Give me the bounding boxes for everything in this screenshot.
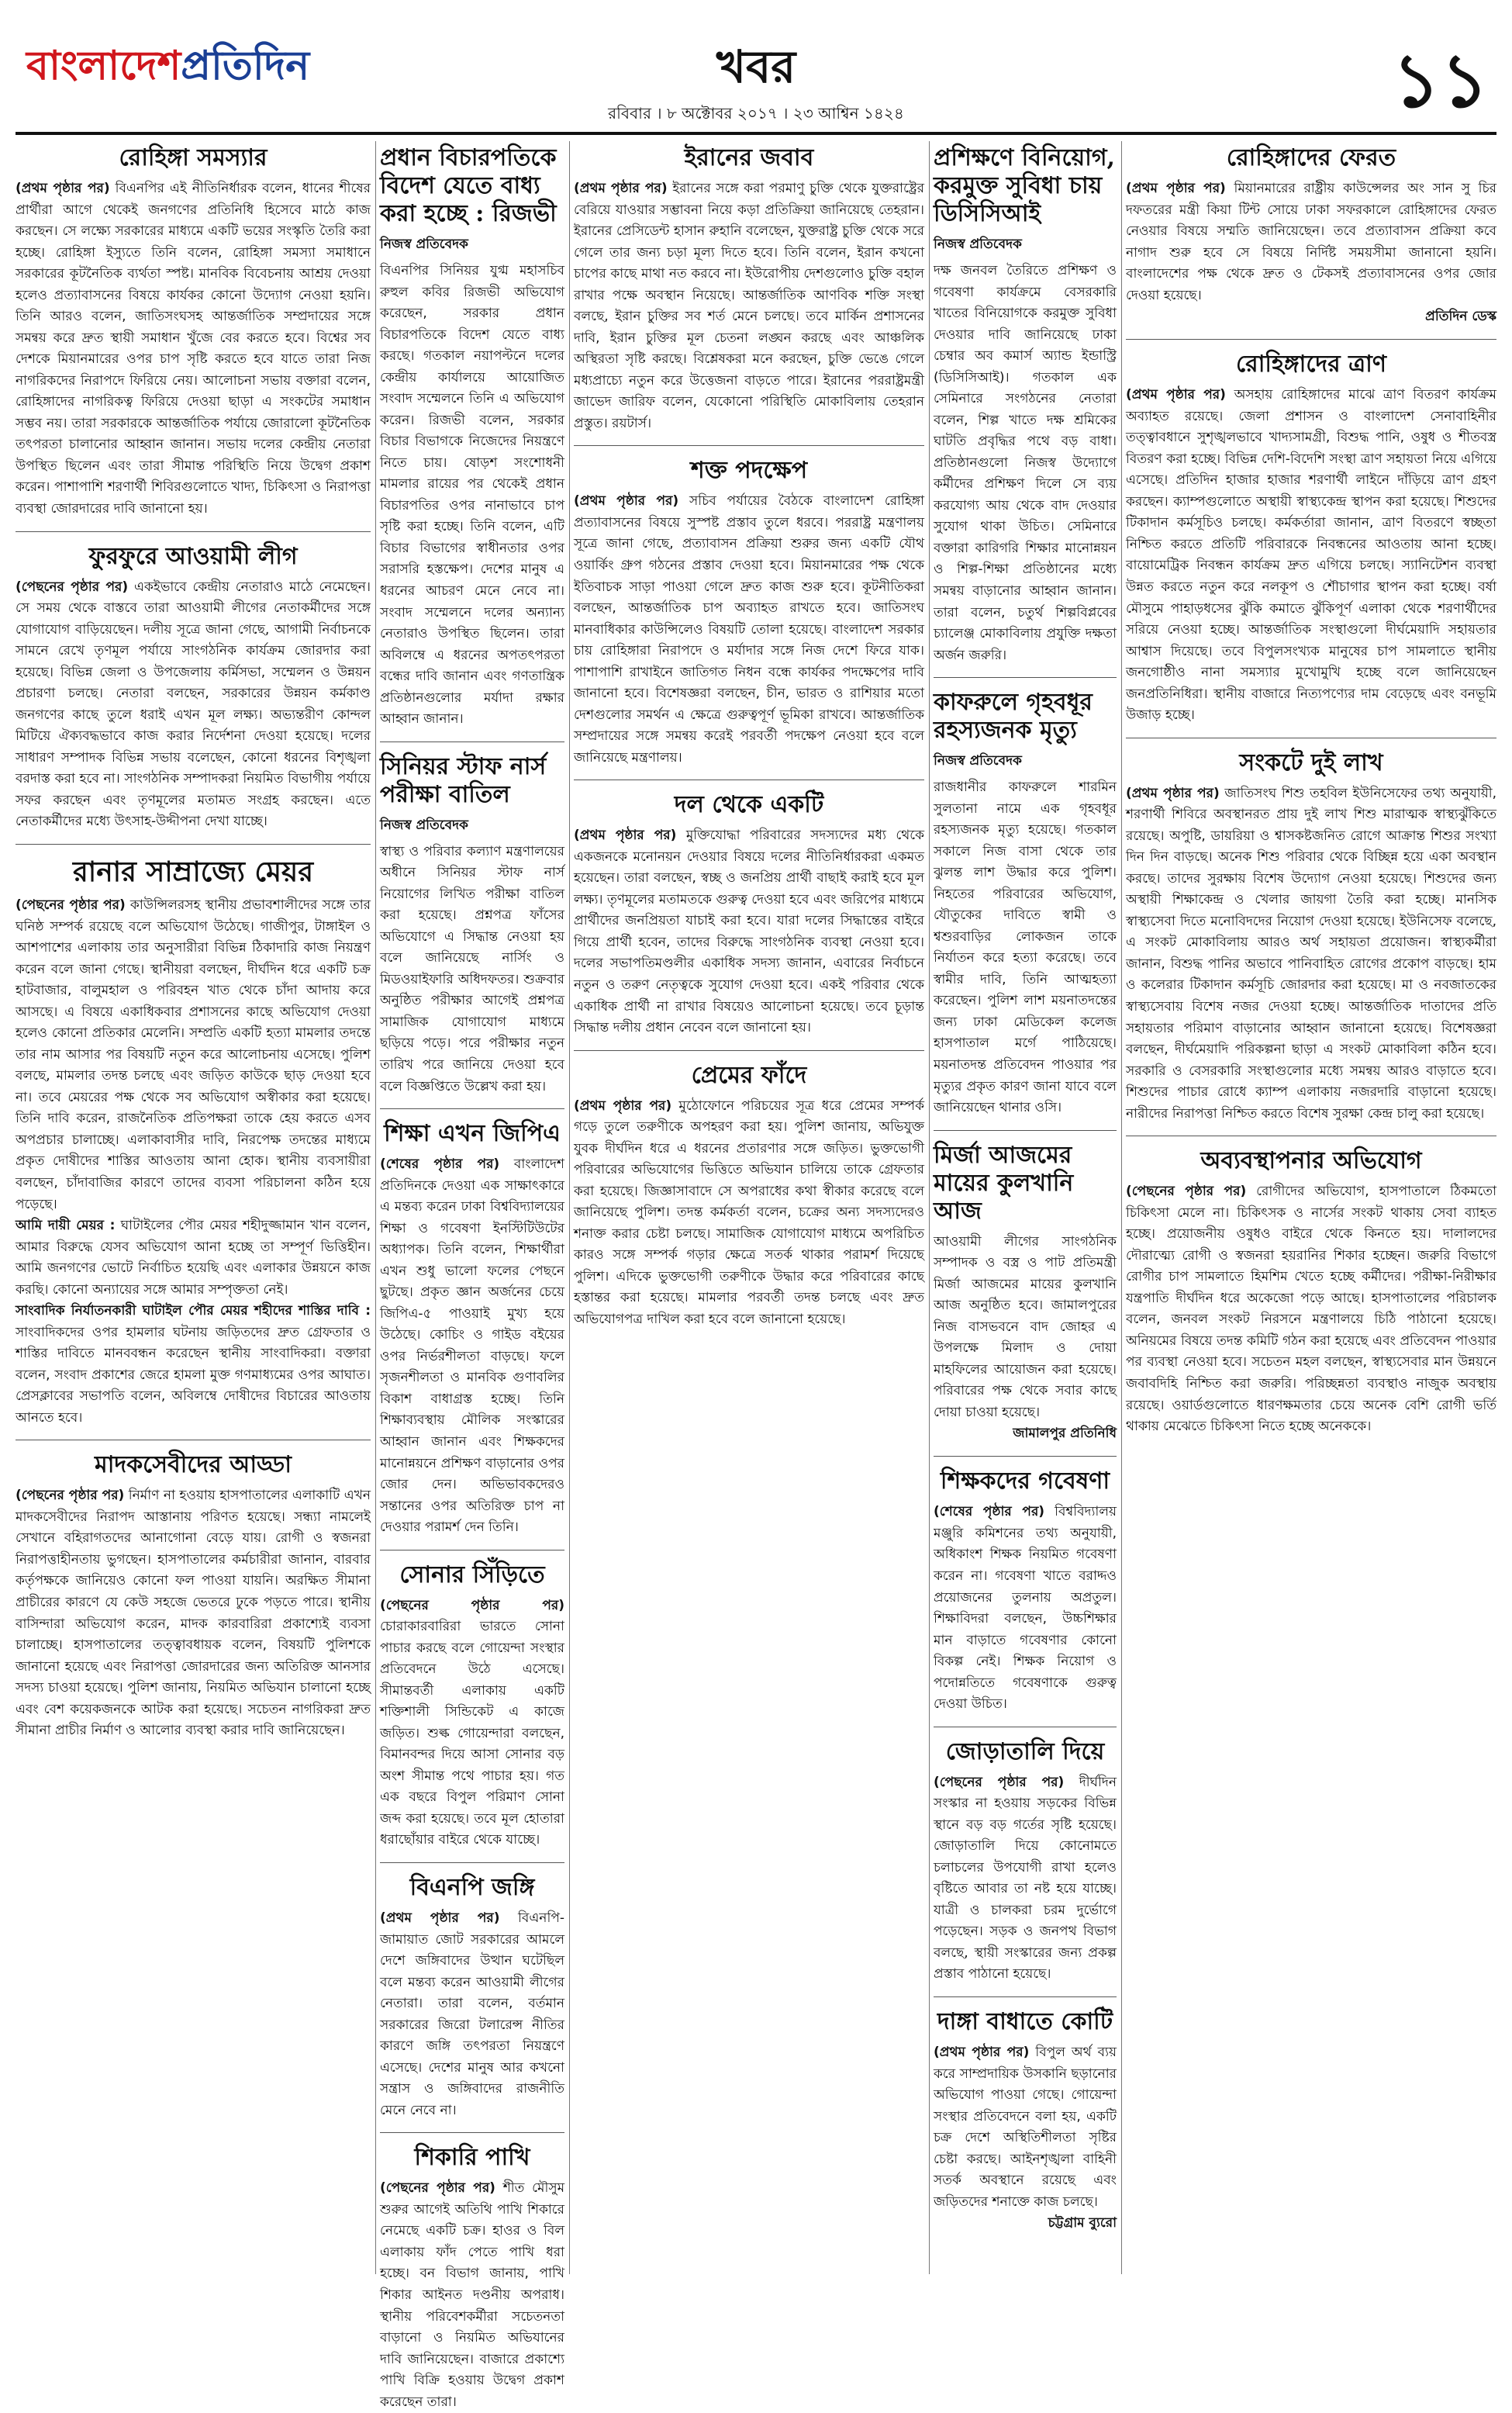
article-body: (পেছনের পৃষ্ঠার পর) কাউন্সিলরসহ স্থানীয় প্রভাবশালীদের সঙ্গে তার ঘনিষ্ঠ সম্পর্ক রয়েছে বলে অভিযোগ উঠেছে। গাজীপুর, টাঙ্গাইল ও আশপাশের এলাকায় তার অনুসারীরা বিভিন্ন ঠিকাদারি কাজ নিয়ন্ত্রণ করেন বলে জানা গেছে। স্থানীয়রা বলছেন, দীর্ঘদিন ধরে একটি চক্র হাটবাজার, বালুমহাল ও পরিবহন খাত থেকে চাঁদা আদায় করে আসছে। এ বিষয়ে একাধিকবার প্রশাসনের কাছে অভিযোগ দেওয়া হলেও কোনো প্রতিকার মেলেনি। সম্প্রতি একটি হত্যা মামলার তদন্তে তার নাম আসার পর বিষয়টি নতুন করে আলোচনায় এসেছে। পুলিশ বলছে, মামলার তদন্ত চলছে এবং জড়িত কাউকে ছাড় দেওয়া হবে না। তবে মেয়রের পক্ষ থেকে সব অভিযোগ অস্বীকার করা হয়েছে। তিনি দাবি করেন, রাজনৈতিক প্রতিপক্ষরা তাকে হেয় করতে এসব অপপ্রচার চালাচ্ছে। এলাকাবাসীর দাবি, নিরপেক্ষ তদন্তের মাধ্যমে প্রকৃত দোষীদের শাস্তির আওতায় আনা হোক। স্থানীয় ব্যবসায়ীরা বলছেন, চাঁদাবাজির কারণে তাদের ব্যবসা পরিচালনা কঠিন হয়ে পড়েছে। [16,897,371,1212]
article-obbebosthapona [1126,1136,1496,1437]
article-mirza-azam [934,1130,1117,1446]
article-headline: প্রেমের ফাঁদে [691,1061,807,1089]
article-body: (পেছনের পৃষ্ঠার পর) শীত মৌসুম শুরুর আগেই অতিথি পাখি শিকারে নেমেছে একটি চক্র। হাওর ও বিল এলাকায় ফাঁদ পেতে পাখি ধরা হচ্ছে। বন বিভাগ জানায়, পাখি শিকার আইনত দণ্ডনীয় অপরাধ। স্থানীয় পরিবেশকর্মীরা সচেতনতা বাড়ানো ও নিয়মিত অভিযানের দাবি জানিয়েছেন। বাজারে প্রকাশ্যে পাখি বিক্রি হওয়ায় উদ্বেগ প্রকাশ করেছেন তারা। [380,2180,565,2410]
article-body: (প্রথম পৃষ্ঠার পর) ইরানের সঙ্গে করা পরমাণু চুক্তি থেকে যুক্তরাষ্ট্রের বেরিয়ে যাওয়ার সম্ভাবনা নিয়ে কড়া প্রতিক্রিয়া জানিয়েছে তেহরান। ইরানের প্রেসিডেন্ট হাসান রুহানি বলেছেন, যুক্তরাষ্ট্র চুক্তি থেকে সরে গেলে তার জন্য চড়া মূল্য দিতে হবে। তিনি বলেন, ইরান কখনো চাপের কাছে মাথা নত করবে না। ইউরোপীয় দেশগুলোও চুক্তি বহাল রাখার পক্ষে অবস্থান নিয়েছে। আন্তর্জাতিক আণবিক শক্তি সংস্থা বলছে, ইরান চুক্তির সব শর্ত মেনে চলছে। তবে মার্কিন প্রশাসনের দাবি, ইরান চুক্তির মূল চেতনা লঙ্ঘন করছে এবং আঞ্চলিক অস্থিরতা সৃষ্টি করছে। বিশ্লেষকরা মনে করছেন, চুক্তি ভেঙে গেলে মধ্যপ্রাচ্যে নতুন করে উত্তেজনা বাড়তে পারে। ইরানের পররাষ্ট্রমন্ত্রী জাভেদ জারিফ বলেন, যেকোনো পরিস্থিতি মোকাবিলায় তেহরান প্রস্তুত। রয়টার্স। [574,181,924,431]
article-joratali [934,1727,1117,1986]
article-bnp-jongi [380,1862,564,2121]
article-body: (শেষের পৃষ্ঠার পর) বাংলাদেশ প্রতিদিনকে দেওয়া এক সাক্ষাৎকারে এ মন্তব্য করেন ঢাকা বিশ্ববিদ্যালয়ের শিক্ষা ও গবেষণা ইনস্টিটিউটের অধ্যাপক। তিনি বলেন, শিক্ষার্থীরা এখন শুধু ভালো ফলের পেছনে ছুটছে। প্রকৃত জ্ঞান অর্জনের চেয়ে জিপিএ-৫ পাওয়াই মুখ্য হয়ে উঠেছে। কোচিং ও গাইড বইয়ের ওপর নির্ভরশীলতা বাড়ছে। ফলে সৃজনশীলতা ও মানবিক গুণাবলির বিকাশ বাধাগ্রস্ত হচ্ছে। তিনি শিক্ষাব্যবস্থায় মৌলিক সংস্কারের আহ্বান জানান এবং শিক্ষকদের মানোন্নয়নে প্রশিক্ষণ বাড়ানোর ওপর জোর দেন। অভিভাবকদেরও সন্তানের ওপর অতিরিক্ত চাপ না দেওয়ার পরামর্শ দেন তিনি। [380,1156,564,1536]
article-body: দক্ষ জনবল তৈরিতে প্রশিক্ষণ ও গবেষণা কার্যক্রমে বেসরকারি খাতের বিনিয়োগকে করমুক্ত সুবিধা দেওয়ার দাবি জানিয়েছে ঢাকা চেম্বার অব কমার্স অ্যান্ড ইন্ডাস্ট্রি (ডিসিসিআই)। গতকাল এক সেমিনারে সংগঠনের নেতারা বলেন, শিল্প খাতে দক্ষ শ্রমিকের ঘাটতি প্রবৃদ্ধির পথে বড় বাধা। প্রতিষ্ঠানগুলো নিজস্ব উদ্যোগে কর্মীদের প্রশিক্ষণ দিলে সে ব্যয় করযোগ্য আয় থেকে বাদ দেওয়ার সুযোগ থাকা উচিত। সেমিনারে বক্তারা কারিগরি শিক্ষার মানোন্নয়ন ও শিল্প-শিক্ষা প্রতিষ্ঠানের মধ্যে সমন্বয় বাড়ানোর আহ্বান জানান। তারা বলেন, চতুর্থ শিল্পবিপ্লবের চ্যালেঞ্জ মোকাবিলায় প্রযুক্তি দক্ষতা অর্জন জরুরি। [934,263,1117,663]
article-sonkote-dui-lakh [1126,738,1496,1125]
article-shikkhoder-gobeshona [934,1456,1117,1715]
article-body: (পেছনের পৃষ্ঠার পর) নির্মাণ না হওয়ায় হাসপাতালের এলাকাটি এখন মাদকসেবীদের নিরাপদ আস্তানায় পরিণত হয়েছে। সন্ধ্যা নামলেই সেখানে বহিরাগতদের আনাগোনা বেড়ে যায়। রোগী ও স্বজনরা নিরাপত্তাহীনতায় ভুগছেন। হাসপাতালের কর্মচারীরা জানান, বারবার কর্তৃপক্ষকে জানিয়েও কোনো ফল পাওয়া যায়নি। অরক্ষিত সীমানা প্রাচীরের কারণে যে কেউ সহজে ভেতরে ঢুকে পড়তে পারে। স্থানীয় বাসিন্দারা অভিযোগ করেন, মাদক কারবারিরা প্রকাশ্যেই ব্যবসা চালাচ্ছে। হাসপাতালের তত্ত্বাবধায়ক বলেন, বিষয়টি পুলিশকে জানানো হয়েছে এবং নিরাপত্তা জোরদারের জন্য অতিরিক্ত আনসার সদস্য চাওয়া হয়েছে। পুলিশ জানায়, নিয়মিত অভিযান চালানো হচ্ছে এবং বেশ কয়েকজনকে আটক করা হয়েছে। সচেতন নাগরিকরা দ্রুত সীমানা প্রাচীর নির্মাণ ও আলোর ব্যবস্থা করার দাবি জানিয়েছেন। [16,1488,371,1739]
article-body: (শেষের পৃষ্ঠার পর) বিশ্ববিদ্যালয় মঞ্জুরি কমিশনের তথ্য অনুযায়ী, অধিকাংশ শিক্ষক নিয়মিত গবেষণা করেন না। গবেষণা খাতে বরাদ্দও প্রয়োজনের তুলনায় অপ্রতুল। শিক্ষাবিদরা বলছেন, উচ্চশিক্ষার মান বাড়াতে গবেষণার কোনো বিকল্প নেই। শিক্ষক নিয়োগ ও পদোন্নতিতে গবেষণাকে গুরুত্ব দেওয়া উচিত। [934,1504,1117,1713]
article-headline: সিনিয়র স্টাফ নার্স পরীক্ষা বাতিল [380,752,547,808]
column-2 [380,141,565,2410]
article-byline: নিজস্ব প্রতিবেদক [934,753,1022,769]
article-sonar-sidhi [380,1550,564,1851]
article-premer-fande [574,1050,924,1331]
article-shokto-polkkhep [574,445,924,769]
column-1 [16,141,371,2278]
article-rohingyader-tran [1126,339,1496,727]
article-ranar-samrajya [16,844,371,1429]
article-headline: বিএনপি জঙ্গি [409,1874,535,1901]
column-divider [569,141,570,2274]
article-headline: অব্যবস্থাপনার অভিযোগ [1200,1147,1422,1175]
article-headline: রোহিঙ্গাদের ফেরত [1226,144,1396,171]
article-body: (পেছনের পৃষ্ঠার পর) রোগীদের অভিযোগ, হাসপাতালে ঠিকমতো চিকিৎসা মেলে না। চিকিৎসক ও নার্সের সংকট থাকায় সেবা ব্যাহত হচ্ছে। প্রয়োজনীয় ওষুধও বাইরে থেকে কিনতে হয়। দালালদের দৌরাত্ম্যে রোগী ও স্বজনরা হয়রানির শিকার হচ্ছেন। জরুরি বিভাগে রোগীর চাপ সামলাতে হিমশিম খেতে হচ্ছে কর্মীদের। পরীক্ষা-নিরীক্ষার যন্ত্রপাতি দীর্ঘদিন ধরে অকেজো পড়ে আছে। হাসপাতালের পরিচালক বলেন, জনবল সংকট নিরসনে মন্ত্রণালয়ে চিঠি পাঠানো হয়েছে। অনিয়মের বিষয়ে তদন্ত কমিটি গঠন করা হয়েছে এবং প্রতিবেদন পাওয়ার পর ব্যবস্থা নেওয়া হবে। সচেতন মহল বলছেন, স্বাস্থ্যসেবার মান উন্নয়নে জবাবদিহি নিশ্চিত করা জরুরি। পরিচ্ছন্নতা ব্যবস্থাও নাজুক অবস্থায় রয়েছে। ওয়ার্ডগুলোতে ধারণক্ষমতার চেয়ে অনেক বেশি রোগী ভর্তি থাকায় মেঝেতে চিকিৎসা নিতে হচ্ছে অনেককে। [1126,1184,1497,1435]
article-prodhan-bicharpoti [380,144,564,731]
article-senior-staff-nurse [380,742,564,1098]
article-subsection: আমি দায়ী মেয়র : ঘাটাইলের পৌর মেয়র শহীদুজ্জামান খান বলেন, আমার বিরুদ্ধে যেসব অভিযোগ আনা হচ্ছে তা সম্পূর্ণ ভিত্তিহীন। আমি জনগণের ভোটে নির্বাচিত হয়েছি এবং এলাকার উন্নয়নে কাজ করছি। কোনো অন্যায়ের সঙ্গে আমার সম্পৃক্ততা নেই। [16,1218,371,1298]
article-byline: প্রতিদিন ডেস্ক [1425,309,1496,325]
article-byline: নিজস্ব প্রতিবেদক [934,237,1022,252]
section-title: খবর [716,40,796,93]
article-body: (প্রথম পৃষ্ঠার পর) অসহায় রোহিঙ্গাদের মাঝে ত্রাণ বিতরণ কার্যক্রম অব্যাহত রয়েছে। জেলা প্রশাসন ও বাংলাদেশ সেনাবাহিনীর তত্ত্বাবধানে সুশৃঙ্খলভাবে খাদ্যসামগ্রী, বিশুদ্ধ পানি, ওষুধ ও শীতবস্ত্র বিতরণ করা হচ্ছে। বিভিন্ন দেশি-বিদেশি সংস্থা ত্রাণ সহায়তা নিয়ে এগিয়ে এসেছে। প্রতিদিন হাজার হাজার শরণার্থী লাইনে দাঁড়িয়ে ত্রাণ গ্রহণ করছেন। ক্যাম্পগুলোতে অস্থায়ী স্বাস্থ্যকেন্দ্র স্থাপন করা হয়েছে। শিশুদের টিকাদান কর্মসূচিও চলছে। কর্মকর্তারা জানান, ত্রাণ বিতরণে স্বচ্ছতা নিশ্চিত করতে প্রতিটি পরিবারকে নিবন্ধনের আওতায় আনা হচ্ছে। বায়োমেট্রিক নিবন্ধন কার্যক্রম দ্রুত এগিয়ে চলছে। স্যানিটেশন ব্যবস্থা উন্নত করতে নতুন করে নলকূপ ও শৌচাগার স্থাপন করা হচ্ছে। বর্ষা মৌসুমে পাহাড়ধসের ঝুঁকি কমাতে ঝুঁকিপূর্ণ এলাকা থেকে শরণার্থীদের সরিয়ে নেওয়া হচ্ছে। আন্তর্জাতিক সংস্থাগুলো দীর্ঘমেয়াদি সহায়তার আশ্বাস দিয়েছে। তবে বিপুলসংখ্যক মানুষের চাপ সামলাতে স্থানীয় জনগোষ্ঠীও নানা সমস্যার মুখোমুখি হচ্ছে বলে জানিয়েছেন জনপ্রতিনিধিরা। স্থানীয় বাজারে নিত্যপণ্যের দাম বেড়েছে এবং বনভূমি উজাড় হচ্ছে। [1126,387,1496,724]
article-dol-theke-ekti [574,780,924,1039]
article-headline: ফুরফুরে আওয়ামী লীগ [88,542,298,570]
article-rohingya-somossa [16,144,371,520]
masthead [16,17,1496,133]
article-headline: রানার সাম্রাজ্যে মেয়র [72,855,314,888]
article-subsection: সাংবাদিক নির্যাতনকারী ঘাটাইল পৌর মেয়র শহীদের শাস্তির দাবি : সাংবাদিকদের ওপর হামলার ঘটনায় জড়িতদের দ্রুত গ্রেফতার ও শাস্তির দাবিতে মানববন্ধন করেছেন স্থানীয় সাংবাদিকরা। বক্তারা বলেন, সংবাদ প্রকাশের জেরে হামলা মুক্ত গণমাধ্যমের ওপর আঘাত। প্রেসক্লাবের সভাপতি বলেন, অবিলম্বে দোষীদের বিচারের আওতায় আনতে হবে। [16,1303,371,1426]
column-divider [375,141,376,2274]
article-headline: দল থেকে একটি [674,791,824,819]
column-3 [574,141,924,2278]
article-body: (প্রথম পৃষ্ঠার পর) সচিব পর্যায়ের বৈঠকে বাংলাদেশ রোহিঙ্গা প্রত্যাবাসনের বিষয়ে সুস্পষ্ট প্রস্তাব তুলে ধরবে। পররাষ্ট্র মন্ত্রণালয় সূত্রে জানা গেছে, প্রত্যাবাসন প্রক্রিয়া শুরুর জন্য একটি যৌথ ওয়ার্কিং গ্রুপ গঠনের প্রস্তাব দেওয়া হবে। মিয়ানমারের পক্ষ থেকে ইতিবাচক সাড়া পাওয়া গেলে দ্রুত কাজ শুরু হবে। কূটনীতিকরা বলছেন, আন্তর্জাতিক চাপ অব্যাহত রাখতে হবে। জাতিসংঘ মানবাধিকার কাউন্সিলেও বিষয়টি তোলা হয়েছে। বাংলাদেশ সরকার চায় রোহিঙ্গারা নিরাপদে ও মর্যাদার সঙ্গে নিজ দেশে ফিরে যাক। পাশাপাশি রাখাইনে জাতিগত নিধন বন্ধে কার্যকর পদক্ষেপের দাবি জানানো হবে। বিশেষজ্ঞরা বলছেন, চীন, ভারত ও রাশিয়ার মতো দেশগুলোর সমর্থন এ ক্ষেত্রে গুরুত্বপূর্ণ ভূমিকা রাখবে। আন্তর্জাতিক সম্প্রদায়ের সঙ্গে সমন্বয় করেই পরবর্তী পদক্ষেপ নেওয়া হবে বলে জানিয়েছে মন্ত্রণালয়। [574,493,924,766]
column-divider [929,141,930,2274]
article-body: বিএনপির সিনিয়র যুগ্ম মহাসচিব রুহুল কবির রিজভী অভিযোগ করেছেন, সরকার প্রধান বিচারপতিকে বিদেশ যেতে বাধ্য করছে। গতকাল নয়াপল্টনে দলের কেন্দ্রীয় কার্যালয়ে আয়োজিত সংবাদ সম্মেলনে তিনি এ অভিযোগ করেন। রিজভী বলেন, সরকার বিচার বিভাগকে নিজেদের নিয়ন্ত্রণে নিতে চায়। ষোড়শ সংশোধনী মামলার রায়ের পর থেকেই প্রধান বিচারপতির ওপর নানাভাবে চাপ সৃষ্টি করা হচ্ছে। তিনি বলেন, এটি বিচার বিভাগের স্বাধীনতার ওপর সরাসরি হস্তক্ষেপ। দেশের মানুষ এ ধরনের আচরণ মেনে নেবে না। সংবাদ সম্মেলনে দলের অন্যান্য নেতারাও উপস্থিত ছিলেন। তারা অবিলম্বে এ ধরনের অপতৎপরতা বন্ধের দাবি জানান এবং গণতান্ত্রিক প্রতিষ্ঠানগুলোর মর্যাদা রক্ষার আহ্বান জানান। [380,263,564,728]
column-4 [934,141,1117,2278]
article-headline: প্রধান বিচারপতিকে বিদেশ যেতে বাধ্য করা হচ্ছে : রিজভী [380,144,557,227]
article-byline: নিজস্ব প্রতিবেদক [380,817,468,833]
article-furfure-awami-league [16,531,371,833]
article-headline: জোড়াতালি দিয়ে [945,1737,1105,1765]
article-proshikkhone-biniyog [934,144,1117,666]
article-madokseby-adda [16,1440,371,1741]
article-body: রাজধানীর কাফরুলে শারমিন সুলতানা নামে এক গৃহবধূর রহস্যজনক মৃত্যু হয়েছে। গতকাল সকালে নিজ বাসা থেকে তার ঝুলন্ত লাশ উদ্ধার করে পুলিশ। নিহতের পরিবারের অভিযোগ, যৌতুকের দাবিতে স্বামী ও শ্বশুরবাড়ির লোকজন তাকে নির্যাতন করে হত্যা করেছে। তবে স্বামীর দাবি, তিনি আত্মহত্যা করেছেন। পুলিশ লাশ ময়নাতদন্তের জন্য ঢাকা মেডিকেল কলেজ হাসপাতাল মর্গে পাঠিয়েছে। ময়নাতদন্ত প্রতিবেদন পাওয়ার পর মৃত্যুর প্রকৃত কারণ জানা যাবে বলে জানিয়েছেন থানার ওসি। [934,780,1117,1116]
article-iraner-jobab [574,144,924,434]
column-5 [1126,141,1496,2278]
logo-part-1: বাংলাদেশ [26,42,181,89]
article-body: (প্রথম পৃষ্ঠার পর) বিপুল অর্থ ব্যয় করে সাম্প্রদায়িক উসকানি ছড়ানোর অভিযোগ পাওয়া গেছে। গোয়েন্দা সংস্থার প্রতিবেদনে বলা হয়, একটি চক্র দেশে অস্থিতিশীলতা সৃষ্টির চেষ্টা করছে। আইনশৃঙ্খলা বাহিনী সতর্ক অবস্থানে রয়েছে এবং জড়িতদের শনাক্তে কাজ চলছে। [934,2045,1117,2210]
article-byline: জামালপুর প্রতিনিধি [1013,1426,1117,1442]
article-headline: মির্জা আজমের মায়ের কুলখানি আজ [934,1141,1074,1225]
article-byline: চট্টগ্রাম ব্যুরো [1048,2215,1117,2232]
article-body: (প্রথম পৃষ্ঠার পর) মুঠোফোনে পরিচয়ের সূত্র ধরে প্রেমের সম্পর্ক গড়ে তুলে তরুণীকে অপহরণ করা হয়। পুলিশ জানায়, অভিযুক্ত যুবক দীর্ঘদিন ধরে এ ধরনের প্রতারণার সঙ্গে জড়িত। ভুক্তভোগী পরিবারের অভিযোগের ভিত্তিতে অভিযান চালিয়ে তাকে গ্রেফতার করা হয়েছে। জিজ্ঞাসাবাদে সে অপরাধের কথা স্বীকার করেছে বলে জানিয়েছে পুলিশ। তদন্ত কর্মকর্তা বলেন, চক্রের অন্য সদস্যদেরও শনাক্ত করার চেষ্টা চলছে। সামাজিক যোগাযোগ মাধ্যমে অপরিচিত কারও সঙ্গে সম্পর্ক গড়ার ক্ষেত্রে সতর্ক থাকার পরামর্শ দিয়েছে পুলিশ। এদিকে ভুক্তভোগী তরুণীকে উদ্ধার করে পরিবারের কাছে হস্তান্তর করা হয়েছে। মামলার পরবর্তী তদন্ত চলছে এবং দ্রুত অভিযোগপত্র দাখিল করা হবে বলে জানানো হয়েছে। [574,1098,924,1327]
logo-part-2: প্রতিদিন [181,42,310,89]
article-body: (প্রথম পৃষ্ঠার পর) বিএনপি-জামায়াত জোট সরকারের আমলে দেশে জঙ্গিবাদের উত্থান ঘটেছিল বলে মন্তব্য করেন আওয়ামী লীগের নেতারা। তারা বলেন, বর্তমান সরকারের জিরো টলারেন্স নীতির কারণে জঙ্গি তৎপরতা নিয়ন্ত্রণে এসেছে। দেশের মানুষ আর কখনো সন্ত্রাস ও জঙ্গিবাদের রাজনীতি মেনে নেবে না। [380,1910,564,2118]
article-headline: দাঙ্গা বাধাতে কোটি [937,2008,1113,2035]
article-body: (পেছনের পৃষ্ঠার পর) দীর্ঘদিন সংস্কার না হওয়ায় সড়কের বিভিন্ন স্থানে বড় বড় গর্তের সৃষ্টি হয়েছে। জোড়াতালি দিয়ে কোনোমতে চলাচলের উপযোগী রাখা হলেও বৃষ্টিতে আবার তা নষ্ট হয়ে যাচ্ছে। যাত্রী ও চালকরা চরম দুর্ভোগে পড়েছেন। সড়ক ও জনপথ বিভাগ বলছে, স্থায়ী সংস্কারের জন্য প্রকল্প প্রস্তাব পাঠানো হয়েছে। [934,1774,1117,1983]
article-headline: রোহিঙ্গা সমস্যার [119,144,268,171]
article-shikari-pakhi [380,2132,564,2413]
article-body: (পেছনের পৃষ্ঠার পর) চোরাকারবারিরা ভারতে সোনা পাচার করছে বলে গোয়েন্দা সংস্থার প্রতিবেদনে উঠে এসেছে। সীমান্তবর্তী এলাকায় একটি শক্তিশালী সিন্ডিকেট এ কাজে জড়িত। শুল্ক গোয়েন্দারা বলছেন, বিমানবন্দর দিয়ে আসা সোনার বড় অংশ সীমান্ত পথে পাচার হয়। গত এক বছরে বিপুল পরিমাণ সোনা জব্দ করা হয়েছে। তবে মূল হোতারা ধরাছোঁয়ার বাইরে থেকে যাচ্ছে। [380,1597,564,1848]
page-number: ১১ [1392,36,1489,124]
article-headline: শিক্ষকদের গবেষণা [940,1468,1110,1495]
article-headline: রোহিঙ্গাদের ত্রাণ [1236,351,1386,379]
article-body: স্বাস্থ্য ও পরিবার কল্যাণ মন্ত্রণালয়ের অধীনে সিনিয়র স্টাফ নার্স নিয়োগের লিখিত পরীক্ষা বাতিল করা হয়েছে। প্রশ্নপত্র ফাঁসের অভিযোগে এ সিদ্ধান্ত নেওয়া হয় বলে জানিয়েছে নার্সিং ও মিডওয়াইফারি অধিদফতর। শুক্রবার অনুষ্ঠিত পরীক্ষার আগেই প্রশ্নপত্র সামাজিক যোগাযোগ মাধ্যমে ছড়িয়ে পড়ে। পরে পরীক্ষার নতুন তারিখ পরে জানিয়ে দেওয়া হবে বলে বিজ্ঞপ্তিতে উল্লেখ করা হয়। [380,843,564,1094]
article-byline: নিজস্ব প্রতিবেদক [380,237,468,252]
article-body: (প্রথম পৃষ্ঠার পর) বিএনপির এই নীতিনির্ধারক বলেন, ধানের শীষের প্রার্থীরা আগে থেকেই জনগণের প্রতিনিধি হিসেবে মাঠে কাজ করছেন। সে লক্ষ্যে সরকারের মাধ্যমে একটি ভয়ের সংস্কৃতি তৈরি করা হচ্ছে। রোহিঙ্গা ইস্যুতে তিনি বলেন, রোহিঙ্গা সমস্যা সমাধানে সরকারের কূটনৈতিক ব্যর্থতা স্পষ্ট। মানবিক বিবেচনায় আশ্রয় দেওয়া হলেও প্রত্যাবাসনের বিষয়ে কার্যকর কোনো উদ্যোগ নেওয়া হয়নি। তিনি আরও বলেন, জাতিসংঘসহ আন্তর্জাতিক সম্প্রদায়ের সঙ্গে সমন্বয় করে দ্রুত স্থায়ী সমাধান খুঁজে বের করতে হবে। বিশ্বের সব দেশকে মিয়ানমারের ওপর চাপ সৃষ্টি করতে হবে যাতে তারা নিজ নাগরিকদের নিরাপদে ফিরিয়ে নেয়। আলোচনা সভায় বক্তারা বলেন, রোহিঙ্গাদের নাগরিকত্ব ফিরিয়ে দেওয়া ছাড়া এ সংকটের সমাধান সম্ভব নয়। তারা সরকারকে আন্তর্জাতিক পর্যায়ে জোরালো কূটনৈতিক তৎপরতা চালানোর আহ্বান জানান। সভায় দলের কেন্দ্রীয় নেতারা উপস্থিত ছিলেন এবং তারা সীমান্ত পরিস্থিতি নিয়ে উদ্বেগ প্রকাশ করেন। পাশাপাশি শরণার্থী শিবিরগুলোতে খাদ্য, চিকিৎসা ও নিরাপত্তা ব্যবস্থা জোরদারের দাবি জানানো হয়। [16,181,371,517]
article-headline: প্রশিক্ষণে বিনিয়োগ, করমুক্ত সুবিধা চায় ডিসিসিআই [934,144,1115,227]
article-headline: সংকটে দুই লাখ [1239,748,1383,776]
article-body: (প্রথম পৃষ্ঠার পর) মিয়ানমারের রাষ্ট্রীয় কাউন্সেলর অং সান সু চির দফতরের মন্ত্রী কিয়া টিন্ট সোয়ে ঢাকা সফরকালে রোহিঙ্গাদের ফেরত নেওয়ার বিষয়ে সম্মতি জানিয়েছেন। তবে প্রত্যাবাসন প্রক্রিয়া কবে নাগাদ শুরু হবে সে বিষয়ে নির্দিষ্ট সময়সীমা জানানো হয়নি। বাংলাদেশের পক্ষ থেকে দ্রুত ও টেকসই প্রত্যাবাসনের ওপর জোর দেওয়া হয়েছে। [1126,181,1497,303]
article-body: (প্রথম পৃষ্ঠার পর) মুক্তিযোদ্ধা পরিবারের সদস্যদের মধ্য থেকে একজনকে মনোনয়ন দেওয়ার বিষয়ে দলের নীতিনির্ধারকরা একমত হয়েছেন। তারা বলছেন, স্বচ্ছ ও জনপ্রিয় প্রার্থী বাছাই করাই হবে মূল লক্ষ্য। তৃণমূলের মতামতকে গুরুত্ব দেওয়া হবে এবং জরিপের মাধ্যমে প্রার্থীদের জনপ্রিয়তা যাচাই করা হবে। যারা দলের সিদ্ধান্তের বাইরে গিয়ে প্রার্থী হবেন, তাদের বিরুদ্ধে সাংগঠনিক ব্যবস্থা নেওয়া হবে। দলের সভাপতিমণ্ডলীর একাধিক সদস্য জানান, এবারের নির্বাচনে নতুন ও তরুণ নেতৃত্বকে সুযোগ দেওয়া হবে। একই পরিবার থেকে একাধিক প্রার্থী না রাখার বিষয়েও আলোচনা হয়েছে। তবে চূড়ান্ত সিদ্ধান্ত দলীয় প্রধান নেবেন বলে জানানো হয়। [574,828,924,1036]
article-headline: মাদকসেবীদের আড্ডা [95,1451,292,1479]
article-headline: শিক্ষা এখন জিপিএ [384,1120,561,1148]
column-divider [1121,141,1122,2274]
article-shikkha-gpa [380,1108,564,1539]
article-headline: কাফরুলে গৃহবধূর রহস্যজনক মৃত্যু [934,689,1093,745]
article-danga-badhate [934,1996,1117,2235]
masthead-divider [16,132,1496,135]
article-body: (পেছনের পৃষ্ঠার পর) একইভাবে কেন্দ্রীয় নেতারাও মাঠে নেমেছেন। সে সময় থেকে বাস্তবে তারা আওয়ামী লীগের নেতাকর্মীদের সঙ্গে যোগাযোগ বাড়িয়েছেন। দলীয় সূত্রে জানা গেছে, আগামী নির্বাচনকে সামনে রেখে তৃণমূল পর্যায়ে সাংগঠনিক কার্যক্রম জোরদার করা হয়েছে। বিভিন্ন জেলা ও উপজেলায় কর্মিসভা, সম্মেলন ও উন্নয়ন প্রচারণা চলছে। নেতারা বলছেন, সরকারের উন্নয়ন কর্মকাণ্ড জনগণের কাছে তুলে ধরাই এখন মূল লক্ষ্য। অভ্যন্তরীণ কোন্দল মিটিয়ে ঐক্যবদ্ধভাবে কাজ করার নির্দেশনা দেওয়া হয়েছে। দলের সাধারণ সম্পাদক বিভিন্ন সভায় বলেছেন, কোনো ধরনের বিশৃঙ্খলা বরদাস্ত করা হবে না। সাংগঠনিক সম্পাদকরা নিয়মিত বিভাগীয় পর্যায়ে সফর করছেন এবং তৃণমূলের মতামত সংগ্রহ করছেন। এতে নেতাকর্মীদের মধ্যে উৎসাহ-উদ্দীপনা দেখা যাচ্ছে। [16,579,371,830]
article-body: আওয়ামী লীগের সাংগঠনিক সম্পাদক ও বস্ত্র ও পাট প্রতিমন্ত্রী মির্জা আজমের মায়ের কুলখানি আজ অনুষ্ঠিত হবে। জামালপুরের নিজ বাসভবনে বাদ জোহর এ উপলক্ষে মিলাদ ও দোয়া মাহফিলের আয়োজন করা হয়েছে। পরিবারের পক্ষ থেকে সবার কাছে দোয়া চাওয়া হয়েছে। [934,1233,1117,1420]
article-kafrul-grihobodhu [934,677,1117,1119]
article-headline: সোনার সিঁড়িতে [399,1561,545,1589]
dateline: রবিবার । ৮ অক্টোবর ২০১৭ । ২৩ আশ্বিন ১৪২৪ [608,104,904,123]
article-rohingyader-ferot [1126,144,1496,328]
article-headline: শিকারি পাখি [414,2144,530,2172]
article-body: (প্রথম পৃষ্ঠার পর) জাতিসংঘ শিশু তহবিল ইউনিসেফের তথ্য অনুযায়ী, শরণার্থী শিবিরে অবস্থানরত প্রায় দুই লাখ শিশু মারাত্মক স্বাস্থ্যঝুঁকিতে রয়েছে। অপুষ্টি, ডায়রিয়া ও শ্বাসকষ্টজনিত রোগে আক্রান্ত শিশুর সংখ্যা দিন দিন বাড়ছে। অনেক শিশু পরিবার থেকে বিচ্ছিন্ন হয়ে একা অবস্থান করছে। তাদের সুরক্ষায় বিশেষ উদ্যোগ নেওয়া হয়েছে। শিশুদের জন্য অস্থায়ী শিক্ষাকেন্দ্র ও খেলার জায়গা তৈরি করা হচ্ছে। মানসিক স্বাস্থ্যসেবা দিতে মনোবিদদের নিয়োগ দেওয়া হয়েছে। ইউনিসেফ বলেছে, এ সংকট মোকাবিলায় আরও অর্থ সহায়তা প্রয়োজন। স্বাস্থ্যকর্মীরা জানান, বিশুদ্ধ পানির অভাবে পানিবাহিত রোগের প্রকোপ বাড়ছে। হাম ও কলেরার টিকাদান কর্মসূচি জোরদার করা হয়েছে। মা ও নবজাতকের স্বাস্থ্যসেবায় বিশেষ নজর দেওয়া হচ্ছে। আন্তর্জাতিক দাতাদের প্রতি সহায়তার পরিমাণ বাড়ানোর আহ্বান জানানো হয়েছে। বিশেষজ্ঞরা বলছেন, দীর্ঘমেয়াদি পরিকল্পনা ছাড়া এ সংকট মোকাবিলা কঠিন হবে। সরকারি ও বেসরকারি সংস্থাগুলোর মধ্যে সমন্বয় আরও বাড়াতে হবে। শিশুদের পাচার রোধে ক্যাম্প এলাকায় নজরদারি বাড়ানো হয়েছে। নারীদের নিরাপত্তা নিশ্চিত করতে বিশেষ সুরক্ষা কেন্দ্র চালু করা হয়েছে। [1126,785,1496,1122]
article-headline: শক্ত পদক্ষেপ [690,457,808,485]
article-headline: ইরানের জবাব [684,144,814,171]
